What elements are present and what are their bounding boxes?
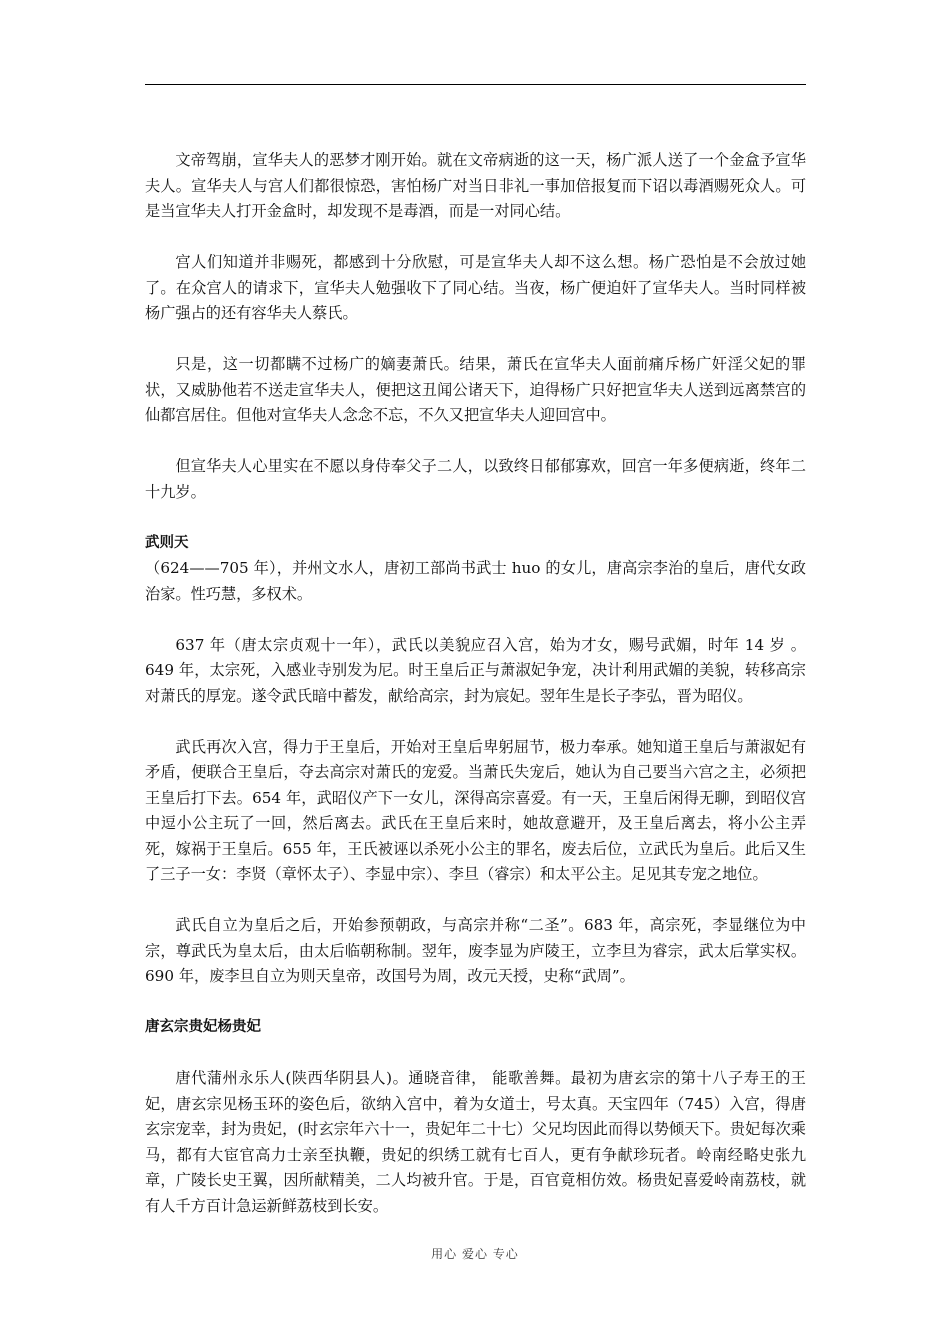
paragraph: 唐代蒲州永乐人(陕西华阴县人)。通晓音律， 能歌善舞。最初为唐玄宗的第十八子寿王的王妃，唐玄宗见杨玉环的姿色后，欲纳入宫中，着为女道士，号太真。天宝四年（745）入宫，得唐玄宗宠幸，封为贵妃，(时玄宗年六十一，贵妃年二十七）父兄均因此而得以势倾天下。贵妃每次乘马，都有大宦官高力士亲至执鞭，贵妃的织绣工就有七百人，更有争献珍玩者。岭南经略史张九章，广陵长史王翼，因所献精美，二人均被升官。于是，百官竟相仿效。杨贵妃喜爱岭南荔枝，就有人千方百计急运新鲜荔枝到长安。 (145, 1069, 806, 1215)
paragraph: 武氏自立为皇后之后，开始参预朝政，与高宗并称“二圣”。683 年，高宗死，李显继位为中宗，尊武氏为皇太后，由太后临朝称制。翌年，废李显为庐陵王，立李旦为睿宗，武太后掌实权。690 年，废李旦自立为则天皇帝，改国号为周，改元天授，史称“武周”。 (145, 916, 806, 985)
paragraph: 宫人们知道并非赐死，都感到十分欣慰，可是宣华夫人却不这么想。杨广恐怕是不会放过她了。在众宫人的请求下，宣华夫人勉强收下了同心结。当夜，杨广便迫奸了宣华夫人。当时同样被杨广强占的还有容华夫人蔡氏。 (145, 253, 806, 322)
page-footer: 用心 爱心 专心 (431, 1247, 519, 1261)
section-heading-yang-guifei: 唐玄宗贵妃杨贵妃 (145, 1019, 261, 1035)
paragraph: 文帝驾崩，宣华夫人的恶梦才刚开始。就在文帝病逝的这一天，杨广派人送了一个金盒予宣华夫人。宣华夫人与宫人们都很惊恐，害怕杨广对当日非礼一事加倍报复而下诏以毒酒赐死众人。可是当宣华夫人打开金盒时，却发现不是毒酒，而是一对同心结。 (145, 151, 806, 220)
paragraph: 只是，这一切都瞒不过杨广的嫡妻萧氏。结果，萧氏在宣华夫人面前痛斥杨广奸淫父妃的罪状，又威胁他若不送走宣华夫人，便把这丑闻公诸天下，迫得杨广只好把宣华夫人送到远离禁宫的仙都宫居住。但他对宣华夫人念念不忘，不久又把宣华夫人迎回宫中。 (145, 355, 806, 424)
section-intro: （624——705 年），并州文水人，唐初工部尚书武士 huo 的女儿，唐高宗李治的皇后，唐代女政治家。性巧慧，多权术。 (145, 559, 806, 603)
section-heading-wu-zetian: 武则天 (145, 534, 189, 551)
paragraph: 637 年（唐太宗贞观十一年），武氏以美貌应召入宫，始为才女，赐号武媚，时年 14 岁 。649 年，太宗死，入感业寺别发为尼。时王皇后正与萧淑妃争宠，决计利用武媚的美貌，转移高宗对萧氏的厚宠。遂令武氏暗中蓄发，献给高宗，封为宸妃。翌年生是长子李弘，晋为昭仪。 (145, 635, 806, 705)
paragraph: 但宣华夫人心里实在不愿以身侍奉父子二人，以致终日郁郁寡欢，回宫一年多便病逝，终年二十九岁。 (145, 457, 806, 501)
paragraph: 武氏再次入宫，得力于王皇后，开始对王皇后卑躬屈节，极力奉承。她知道王皇后与萧淑妃有矛盾，便联合王皇后，夺去高宗对萧氏的宠爱。当萧氏失宠后，她认为自己要当六宫之主，必须把王皇后打下去。654 年，武昭仪产下一女儿，深得高宗喜爱。有一天，王皇后闲得无聊，到昭仪宫中逗小公主玩了一回，然后离去。武氏在王皇后来时，她故意避开，及王皇后离去，将小公主弄死，嫁祸于王皇后。655 年，王氏被诬以杀死小公主的罪名，废去后位，立武氏为皇后。此后又生了三子一女：李贤（章怀太子）、李显中宗）、李旦（睿宗）和太平公主。足见其专宠之地位。 (145, 737, 806, 883)
header-rule (145, 84, 806, 85)
document-body (145, 148, 806, 1245)
